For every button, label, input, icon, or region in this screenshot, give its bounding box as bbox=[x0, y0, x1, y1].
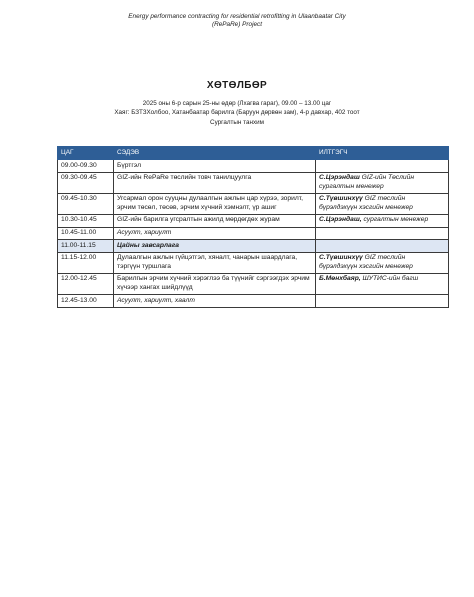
agenda-table bbox=[57, 146, 449, 308]
speaker-role: GIZ төслийн бүрэлдэхүүн хэсгийн менежер bbox=[319, 254, 413, 270]
agenda-topic: Угсармал орон сууцны дулаалгын ажлын цар хүрээ, зорилт, эрчим төсөл, төсөв, эрчим хүчний хэмнэлт, үр ашиг bbox=[114, 193, 316, 214]
speaker-name: С.Түвшинхүү bbox=[319, 254, 363, 262]
agenda-topic: Асуулт, хариулт bbox=[114, 227, 316, 240]
agenda-topic: Барилгын эрчим хүчний хэрэглээ ба түүнийг сэргээгдэх эрчим хүчээр хангах шийдлүүд bbox=[114, 273, 316, 294]
agenda-speaker bbox=[316, 172, 449, 193]
agenda-time: 09.00-09.30 bbox=[58, 160, 114, 173]
event-meta bbox=[0, 99, 474, 127]
agenda-header-row bbox=[58, 147, 449, 160]
page-title: ХӨТӨЛБӨР bbox=[206, 80, 268, 91]
speaker-role: сургалтын менежер bbox=[363, 216, 429, 224]
agenda-topic: GIZ-ийн барилга угсралтын ажилд мөрдөгдөх журам bbox=[114, 214, 316, 227]
agenda-time: 12.00-12.45 bbox=[58, 273, 114, 294]
agenda-speaker bbox=[316, 160, 449, 173]
speaker-role: ШУТИС-ийн багш bbox=[362, 275, 419, 283]
speaker-name: Б.Мөнхбаяр, bbox=[319, 275, 361, 283]
event-address: Хаяг: БЗТЗХолбоо, Хатанбаатар барилга (Баруун дөрвөн зам), 4-р давхар, 402 тоот bbox=[114, 109, 360, 117]
event-date: 2025 оны 6-р сарын 25-ны өдөр (Лхагва гараг), 09.00 – 13.00 цаг bbox=[142, 100, 332, 107]
event-room: Сургалтын танхим bbox=[210, 118, 264, 126]
speaker-name: С.Түвшинхүү bbox=[319, 195, 363, 203]
agenda-speaker bbox=[316, 252, 449, 273]
agenda-topic: GIZ-ийн RePaRe төслийн товч танилцуулга bbox=[114, 172, 316, 193]
table-row bbox=[58, 227, 449, 240]
project-header-line1: Energy performance contracting for residential retrofitting in Ulaanbaatar City bbox=[128, 13, 346, 20]
agenda-break-row bbox=[58, 240, 449, 253]
speaker-name: С.Цэрэндаш bbox=[319, 174, 360, 182]
agenda-time: 10.45-11.00 bbox=[58, 227, 114, 240]
table-row bbox=[58, 172, 449, 193]
table-row bbox=[58, 273, 449, 294]
agenda-time: 12.45-13.00 bbox=[58, 295, 114, 308]
column-header-topic: СЭДЭВ bbox=[114, 147, 316, 160]
table-row bbox=[58, 193, 449, 214]
agenda-topic: Бүртгэл bbox=[114, 160, 316, 173]
agenda-topic: Асуулт, хариулт, хаалт bbox=[114, 295, 316, 308]
speaker-role: GIZ-ийн Төслийн сургалтын менежер bbox=[319, 174, 415, 190]
agenda-speaker bbox=[316, 193, 449, 214]
project-header-line2: (RePaRe) Project bbox=[211, 21, 263, 28]
table-row bbox=[58, 160, 449, 173]
speaker-name: С.Цэрэндаш, bbox=[319, 216, 362, 224]
table-row bbox=[58, 252, 449, 273]
agenda-speaker bbox=[316, 273, 449, 294]
agenda-topic: Цайны завсарлага bbox=[114, 240, 316, 253]
agenda-speaker bbox=[316, 295, 449, 308]
agenda-topic: Дулаалгын ажлын гүйцэтгэл, хяналт, чанарын шаардлага, тэргүүн туршлага bbox=[114, 252, 316, 273]
table-row bbox=[58, 295, 449, 308]
table-row bbox=[58, 214, 449, 227]
speaker-role: GIZ төслийн бүрэлдэхүүн хэсгийн менежер bbox=[319, 195, 413, 211]
agenda-time: 09.30-09.45 bbox=[58, 172, 114, 193]
agenda-speaker bbox=[316, 227, 449, 240]
agenda-time: 11.00-11.15 bbox=[58, 240, 114, 253]
agenda-speaker bbox=[316, 240, 449, 253]
column-header-speaker: ИЛТГЭГЧ bbox=[316, 147, 449, 160]
agenda-time: 09.45-10.30 bbox=[58, 193, 114, 214]
column-header-time: ЦАГ bbox=[58, 147, 114, 160]
agenda-time: 11.15-12.00 bbox=[58, 252, 114, 273]
project-header bbox=[0, 13, 474, 29]
agenda-time: 10.30-10.45 bbox=[58, 214, 114, 227]
agenda-speaker bbox=[316, 214, 449, 227]
